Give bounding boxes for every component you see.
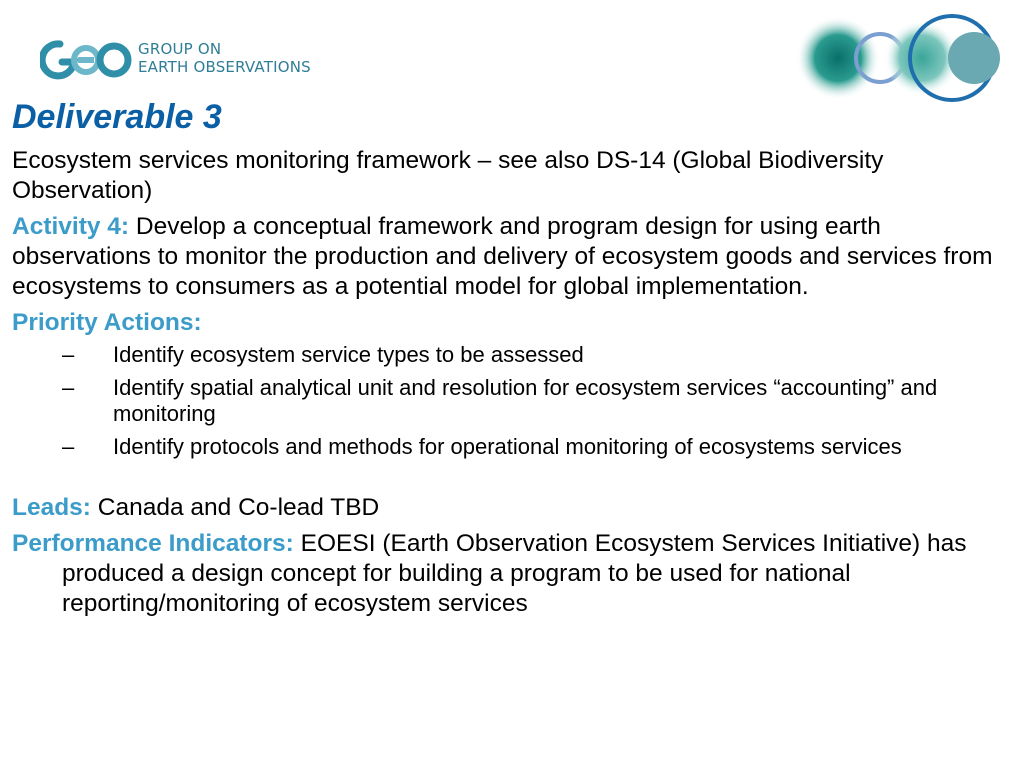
bullet-text: Identify spatial analytical unit and resolution for ecosystem services “accounting” and monitoring <box>113 375 938 426</box>
bullet-dash: – <box>62 375 75 400</box>
list-item <box>12 342 1018 368</box>
decorative-circles-icon <box>776 10 1008 108</box>
slide-title: Deliverable 3 <box>12 98 222 136</box>
priority-actions-list <box>12 342 1018 460</box>
performance-text: EOESI (Earth Observation Ecosystem Services Initiative) has produced a design concept for building a program to be used for national reporting/monitoring of ecosystem services <box>62 530 967 617</box>
bullet-text: Identify ecosystem service types to be assessed <box>113 342 584 367</box>
bullet-dash: – <box>62 342 75 367</box>
spacer <box>12 467 1018 493</box>
leads-text: Canada and Co-lead TBD <box>90 494 380 521</box>
list-item <box>12 375 1018 427</box>
slide-body <box>12 146 1018 625</box>
activity-paragraph <box>12 212 1018 302</box>
logo-line-1: GROUP ON <box>138 40 222 58</box>
activity-text: Develop a conceptual framework and program design for using earth observations to monitor the production and delivery of ecosystem goods and services from ecosystems to consumers as a potential model for global implementation. <box>12 213 993 300</box>
bullet-dash: – <box>62 434 75 459</box>
bullet-text: Identify protocols and methods for operational monitoring of ecosystems services <box>113 434 902 459</box>
intro-text: Ecosystem services monitoring framework – see also DS-14 (Global Biodiversity Observation) <box>12 147 884 204</box>
geo-logo-icon <box>40 38 132 82</box>
list-item <box>12 434 1018 460</box>
logo-line-2: EARTH OBSERVATIONS <box>138 58 311 76</box>
performance-paragraph <box>12 529 1018 619</box>
logo-wordmark <box>138 40 311 76</box>
priority-actions-heading: Priority Actions: <box>12 309 202 336</box>
leads-label: Leads: <box>12 494 91 521</box>
activity-label: Activity 4: <box>12 213 130 240</box>
leads-paragraph <box>12 493 1018 523</box>
performance-label: Performance Indicators: <box>12 530 294 557</box>
